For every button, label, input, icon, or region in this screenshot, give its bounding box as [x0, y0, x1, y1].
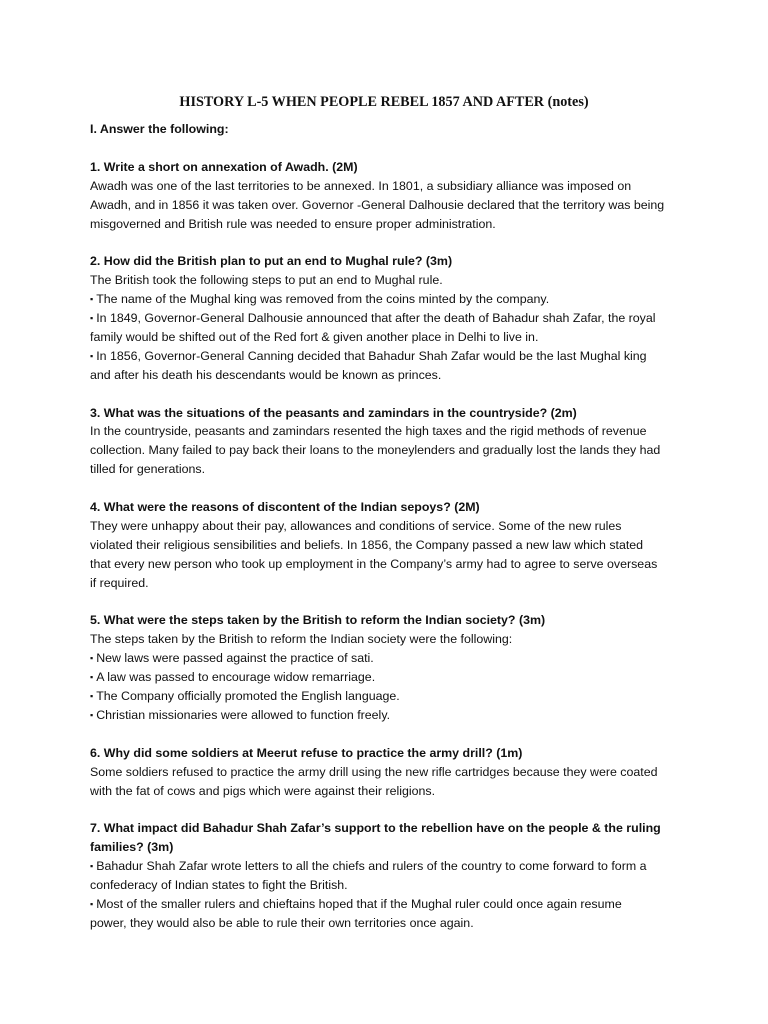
bullet-item: [90, 309, 690, 328]
bullet-text: A law was passed to encourage widow remarriage.: [96, 670, 376, 685]
bullet-icon: ▪: [90, 899, 94, 910]
qa-item: [90, 819, 690, 932]
document-title: HISTORY L-5 WHEN PEOPLE REBEL 1857 AND AFTER (notes): [179, 94, 589, 110]
question-line: families? (3m): [90, 840, 174, 855]
answer-text: [90, 517, 690, 593]
qa-item: [90, 252, 690, 384]
qa-item: [90, 498, 690, 593]
answer-text: [90, 177, 690, 234]
bullet-icon: ▪: [90, 710, 94, 721]
question-text: [90, 252, 690, 271]
bullet-icon: ▪: [90, 691, 94, 702]
bullet-item: [90, 706, 690, 725]
bullet-item: [90, 290, 690, 309]
question-line: 7. What impact did Bahadur Shah Zafar’s support to the rebellion have on the people & the ruling: [90, 821, 661, 836]
answer-text: [90, 857, 690, 933]
bullet-item: [90, 857, 690, 876]
bullet-icon: ▪: [90, 294, 94, 305]
bullet-text: The Company officially promoted the English language.: [96, 689, 400, 704]
answer-line: tilled for generations.: [90, 462, 206, 477]
qa-item: [90, 404, 690, 480]
bullet-text: Most of the smaller rulers and chieftains hoped that if the Mughal ruler could once again resume: [96, 897, 622, 912]
qa-item: [90, 158, 690, 234]
bullet-item: [90, 895, 690, 914]
bullet-icon: ▪: [90, 313, 94, 324]
question-text: [90, 158, 690, 177]
answer-line: Some soldiers refused to practice the army drill using the new rifle cartridges because they were coated: [90, 764, 658, 779]
answer-line: Awadh was one of the last territories to be annexed. In 1801, a subsidiary alliance was imposed on: [90, 178, 632, 193]
answer-line: confederacy of Indian states to fight the British.: [90, 878, 348, 893]
qa-item: [90, 744, 690, 801]
answer-line: if required.: [90, 575, 149, 590]
bullet-text: Bahadur Shah Zafar wrote letters to all the chiefs and rulers of the country to come forward to form a: [96, 859, 647, 874]
bullet-icon: ▪: [90, 861, 94, 872]
bullet-icon: ▪: [90, 350, 94, 361]
answer-line: The steps taken by the British to reform the Indian society were the following:: [90, 632, 513, 647]
question-line: 2. How did the British plan to put an end to Mughal rule? (3m): [90, 254, 453, 269]
answer-line: that every new person who took up employment in the Company’s army had to agree to serve overseas: [90, 556, 658, 571]
bullet-item: [90, 347, 690, 366]
question-line: 4. What were the reasons of discontent of the Indian sepoys? (2M): [90, 500, 480, 515]
bullet-item: [90, 649, 690, 668]
question-list: [90, 158, 690, 933]
bullet-text: Christian missionaries were allowed to function freely.: [96, 708, 391, 723]
answer-text: [90, 630, 690, 725]
answer-line: power, they would also be able to rule their own territories once again.: [90, 915, 474, 930]
question-line: 3. What was the situations of the peasants and zamindars in the countryside? (2m): [90, 405, 577, 420]
answer-line: and after his death his descendants would be known as princes.: [90, 367, 442, 382]
bullet-text: In 1849, Governor-General Dalhousie announced that after the death of Bahadur shah Zafar, the royal: [96, 311, 656, 326]
answer-line: The British took the following steps to put an end to Mughal rule.: [90, 273, 443, 288]
answer-line: family would be shifted out of the Red fort & given another place in Delhi to live in.: [90, 329, 539, 344]
answer-text: [90, 422, 690, 479]
bullet-text: In 1856, Governor-General Canning decided that Bahadur Shah Zafar would be the last Mughal king: [96, 348, 647, 363]
question-text: [90, 744, 690, 763]
bullet-icon: ▪: [90, 653, 94, 664]
question-text: [90, 819, 690, 857]
question-text: [90, 498, 690, 517]
bullet-text: New laws were passed against the practice of sati.: [96, 651, 374, 666]
question-line: 6. Why did some soldiers at Meerut refuse to practice the army drill? (1m): [90, 745, 523, 760]
answer-line: violated their religious sensibilities and beliefs. In 1856, the Company passed a new law which stated: [90, 537, 644, 552]
bullet-text: The name of the Mughal king was removed from the coins minted by the company.: [96, 292, 550, 307]
answer-line: collection. Many failed to pay back their loans to the moneylenders and gradually lost the lands they had: [90, 443, 661, 458]
answer-line: misgoverned and British rule was needed to ensure proper administration.: [90, 216, 496, 231]
answer-text: [90, 763, 690, 801]
qa-item: [90, 611, 690, 724]
question-line: 5. What were the steps taken by the British to reform the Indian society? (3m): [90, 613, 546, 628]
answer-line: They were unhappy about their pay, allowances and conditions of service. Some of the new rules: [90, 518, 622, 533]
question-text: [90, 404, 690, 423]
answer-text: [90, 271, 690, 384]
bullet-icon: ▪: [90, 672, 94, 683]
answer-line: with the fat of cows and pigs which were against their religions.: [90, 783, 436, 798]
answer-line: Awadh, and in 1856 it was taken over. Governor -General Dalhousie declared that the territory was being: [90, 197, 665, 212]
document-body: [90, 120, 690, 952]
bullet-item: [90, 687, 690, 706]
question-line: 1. Write a short on annexation of Awadh. (2M): [90, 159, 358, 174]
question-text: [90, 611, 690, 630]
bullet-item: [90, 668, 690, 687]
answer-line: In the countryside, peasants and zamindars resented the high taxes and the rigid methods of revenue: [90, 424, 647, 439]
section-heading: I. Answer the following:: [90, 122, 229, 136]
